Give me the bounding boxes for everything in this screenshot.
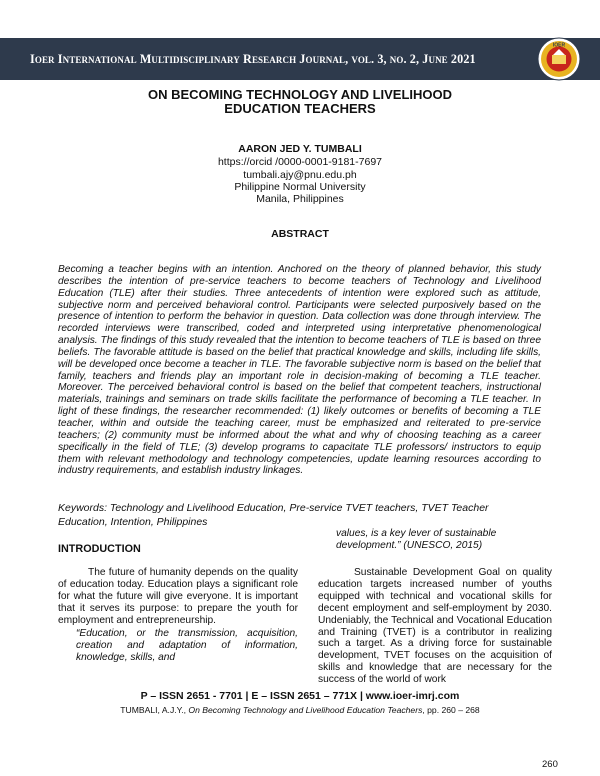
journal-logo-text: IOER xyxy=(552,42,566,49)
author-location: Manila, Philippines xyxy=(256,193,344,205)
footer-citation xyxy=(0,705,600,715)
abstract-text: Becoming a teacher begins with an intention. Anchored on the theory of planned behavior, this study describes the intention of pre-service teachers to become teachers of Technology and Livelihood Education (TLE) after their studies. Three antecedents of intention were explored such as attitude, subjective norm and perceived behavioral control. Participants were selected purposively based on the presence of intention to perform the behavior in question. Data collection was done through interview. The recorded interviews were transcribed, coded and interpreted using interpretative phenomenological analysis. The findings of this study revealed that the intention to become teachers of TLE is based on three beliefs. The favorable attitude is based on the belief that practical knowledge and skills, including life skills, will be developed once become a teacher in TLE. The favorable subjective norm is based on the belief that family, teachers and friends play an important role in decision-making of becoming a TLE teacher. Moreover. The perceived behavioral control is based on the belief that competent teachers, instructional materials, trainings and seminars on trade skills facilitate the performance of becoming a TLE teacher. In light of these findings, the researcher recommended: (1) likely outcomes or benefits of becoming a TLE teacher, within and outside the teaching career, must be emphasized and reiterated to pre-service teachers; (2) community must be informed about the what and why of choosing teaching as a career specifically in the field of TLE; (3) develop programs to capacitate TLE professors/ instructors to equip them with relevant methodology and technology competencies, update learning resources according to industry requirements, and establish industry linkages. xyxy=(58,264,541,477)
footer-issn: P – ISSN 2651 - 7701 | E – ISSN 2651 – 771X | www.ioer-imrj.com xyxy=(140,690,460,702)
introduction-quote-right: values, is a key lever of sustainable development.” (UNESCO, 2015) xyxy=(336,528,497,551)
paper-title-line-2: EDUCATION TEACHERS xyxy=(224,101,376,116)
author-university: Philippine Normal University xyxy=(234,181,366,193)
citation-pages: , pp. 260 – 268 xyxy=(422,705,480,715)
citation-prefix: TUMBALI, A.J.Y., xyxy=(120,705,189,715)
page-number: 260 xyxy=(542,759,558,770)
abstract-heading: ABSTRACT xyxy=(271,228,329,240)
keywords: Keywords: Technology and Livelihood Education, Pre-service TVET teachers, TVET Teacher Education, Intention, Philippines xyxy=(58,502,489,528)
introduction-heading: INTRODUCTION xyxy=(58,543,141,555)
introduction-paragraph-left: The future of humanity depends on the quality of education today. Education plays a significant role for what the future will give everyone. It is important that it serves its purpose: to prepare the youth for employment and entrepreneurship. xyxy=(58,567,298,626)
journal-logo xyxy=(537,37,581,81)
author-orcid: https://orcid /0000-0001-9181-7697 xyxy=(217,156,383,168)
journal-banner-title: Ioer International Multidisciplinary Research Journal, vol. 3, no. 2, June 2021 xyxy=(30,52,476,66)
introduction-quote-left: “Education, or the transmission, acquisition, creation and adaptation of information, knowledge, skills, and xyxy=(76,628,298,663)
introduction-paragraph-right: Sustainable Development Goal on quality education targets increased number of youths equipped with technical and vocational skills for decent employment and self-employment by 2030. Undeniably, the Technical and Vocational Education and Training (TVET) is a contributor in realizing such a target. As a driving force for sustainable development, TVET focuses on the acquisition of skills and knowledge that are necessary for the success of the world of work xyxy=(318,567,552,686)
citation-title: On Becoming Technology and Livelihood Education Teachers xyxy=(188,705,423,715)
author-name: AARON JED Y. TUMBALI xyxy=(238,143,362,155)
author-email: tumbali.ajy@pnu.edu.ph xyxy=(243,169,357,181)
paper-title-line-1: ON BECOMING TECHNOLOGY AND LIVELIHOOD xyxy=(147,87,453,102)
